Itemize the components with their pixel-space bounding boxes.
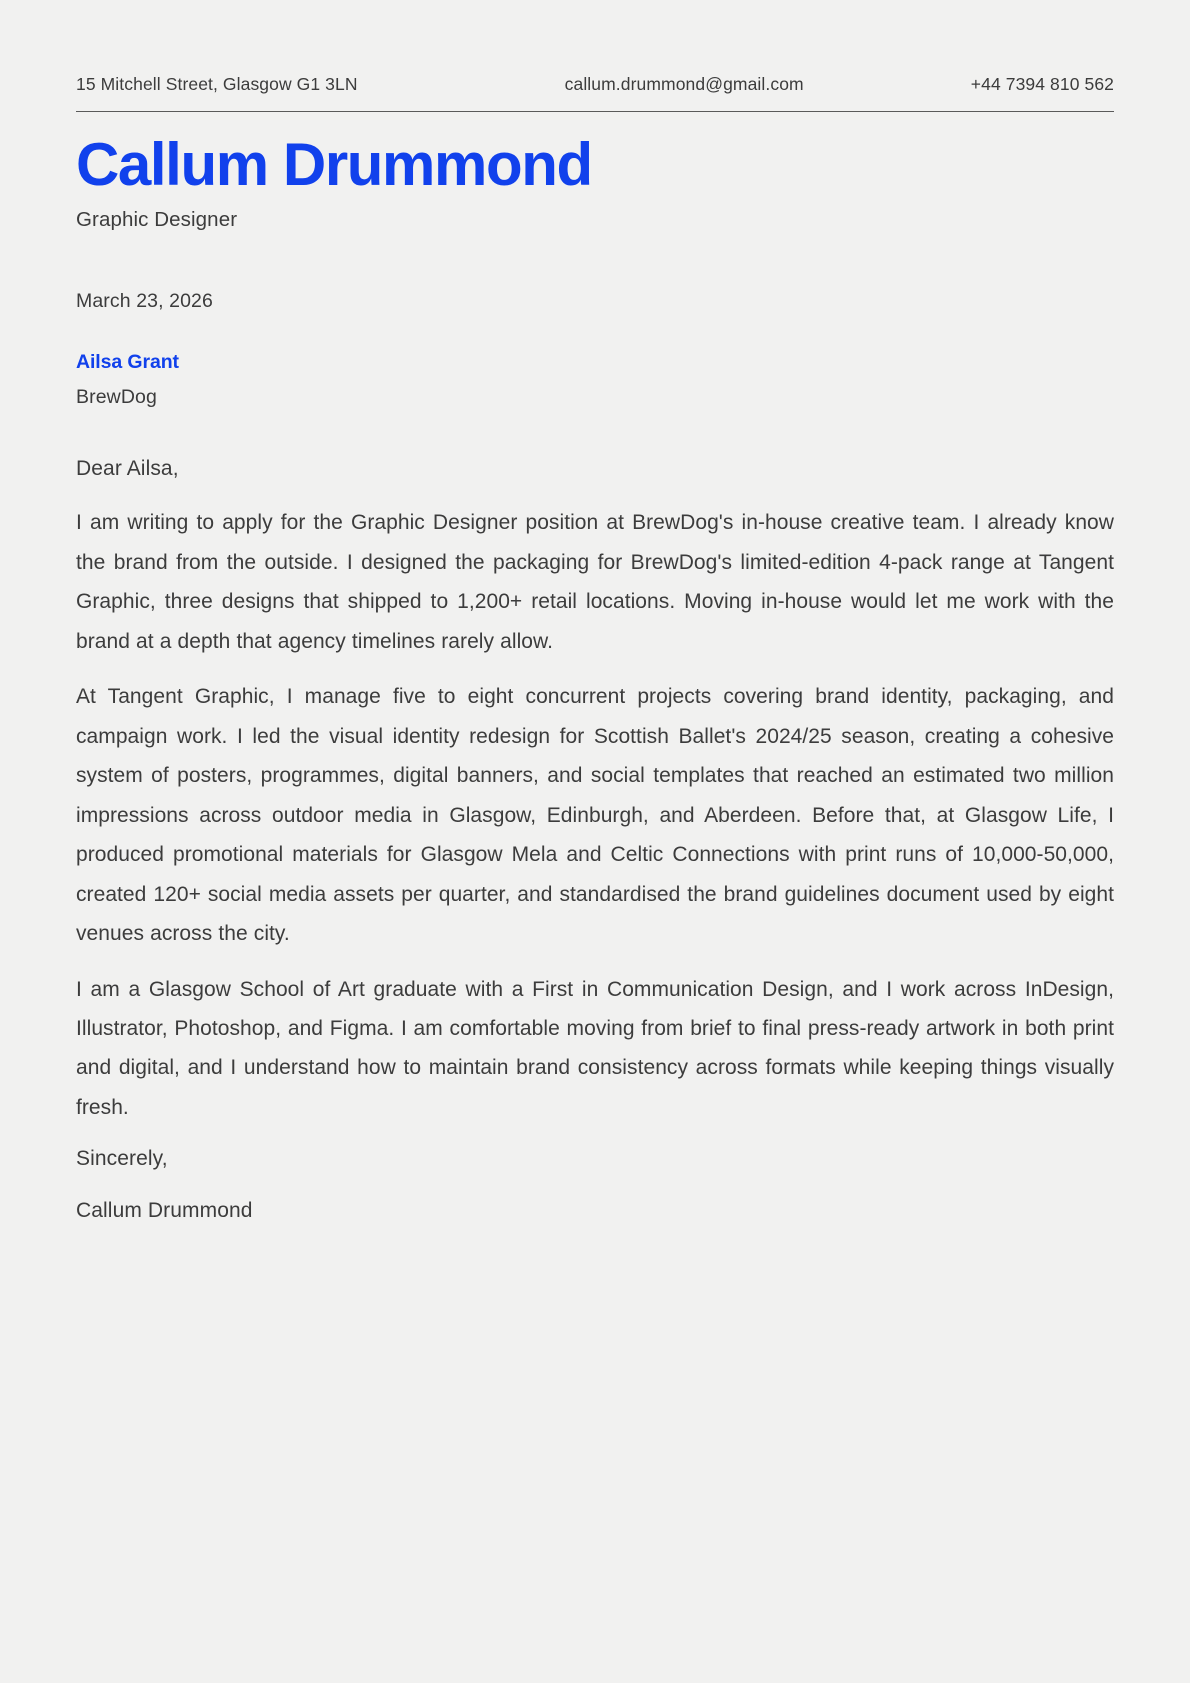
- recipient-company: BrewDog: [76, 386, 157, 409]
- recipient-name: Ailsa Grant: [76, 351, 179, 374]
- letter-closing: Sincerely,: [76, 1147, 168, 1171]
- contact-header: [76, 0, 1114, 112]
- letter-signature: Callum Drummond: [76, 1199, 253, 1223]
- identity-block: [76, 112, 1114, 232]
- contact-phone: +44 7394 810 562: [970, 74, 1114, 94]
- contact-address: 15 Mitchell Street, Glasgow G1 3LN: [76, 74, 358, 94]
- contact-email: callum.drummond@gmail.com: [564, 74, 804, 94]
- letter-paragraph-2: At Tangent Graphic, I manage five to eight concurrent projects covering brand identity, packaging, and campaign work. I led the visual identity redesign for Scottish Ballet's 2024/25 season, creating a cohesive system of posters, programmes, digital banners, and social templates that reached an estimated two million impressions across outdoor media in Glasgow, Edinburgh, and Aberdeen. Before that, at Glasgow Life, I produced promotional materials for Glasgow Mela and Celtic Connections with print runs of 10,000-50,000, created 120+ social media assets per quarter, and standardised the brand guidelines document used by eight venues across the city.: [76, 685, 1114, 946]
- letter-body: [76, 409, 1114, 1223]
- applicant-name: Callum Drummond: [76, 131, 592, 198]
- letter-date: March 23, 2026: [76, 290, 213, 313]
- applicant-job-title: Graphic Designer: [76, 208, 238, 232]
- recipient-block: [76, 313, 1114, 409]
- letter-meta: [76, 232, 1114, 409]
- letter-paragraph-3: I am a Glasgow School of Art graduate with a First in Communication Design, and I work across InDesign, Illustrator, Photoshop, and Figma. I am comfortable moving from brief to final press-ready artwork in both print and digital, and I understand how to maintain brand consistency across formats while keeping things visually fresh.: [76, 977, 1114, 1119]
- letter-salutation: Dear Ailsa,: [76, 457, 179, 481]
- letter-paragraph-1: I am writing to apply for the Graphic Designer position at BrewDog's in-house creative team. I already know the brand from the outside. I designed the packaging for BrewDog's limited-edition 4-pack range at Tangent Graphic, three designs that shipped to 1,200+ retail locations. Moving in-house would let me work with the brand at a depth that agency timelines rarely allow.: [76, 511, 1114, 653]
